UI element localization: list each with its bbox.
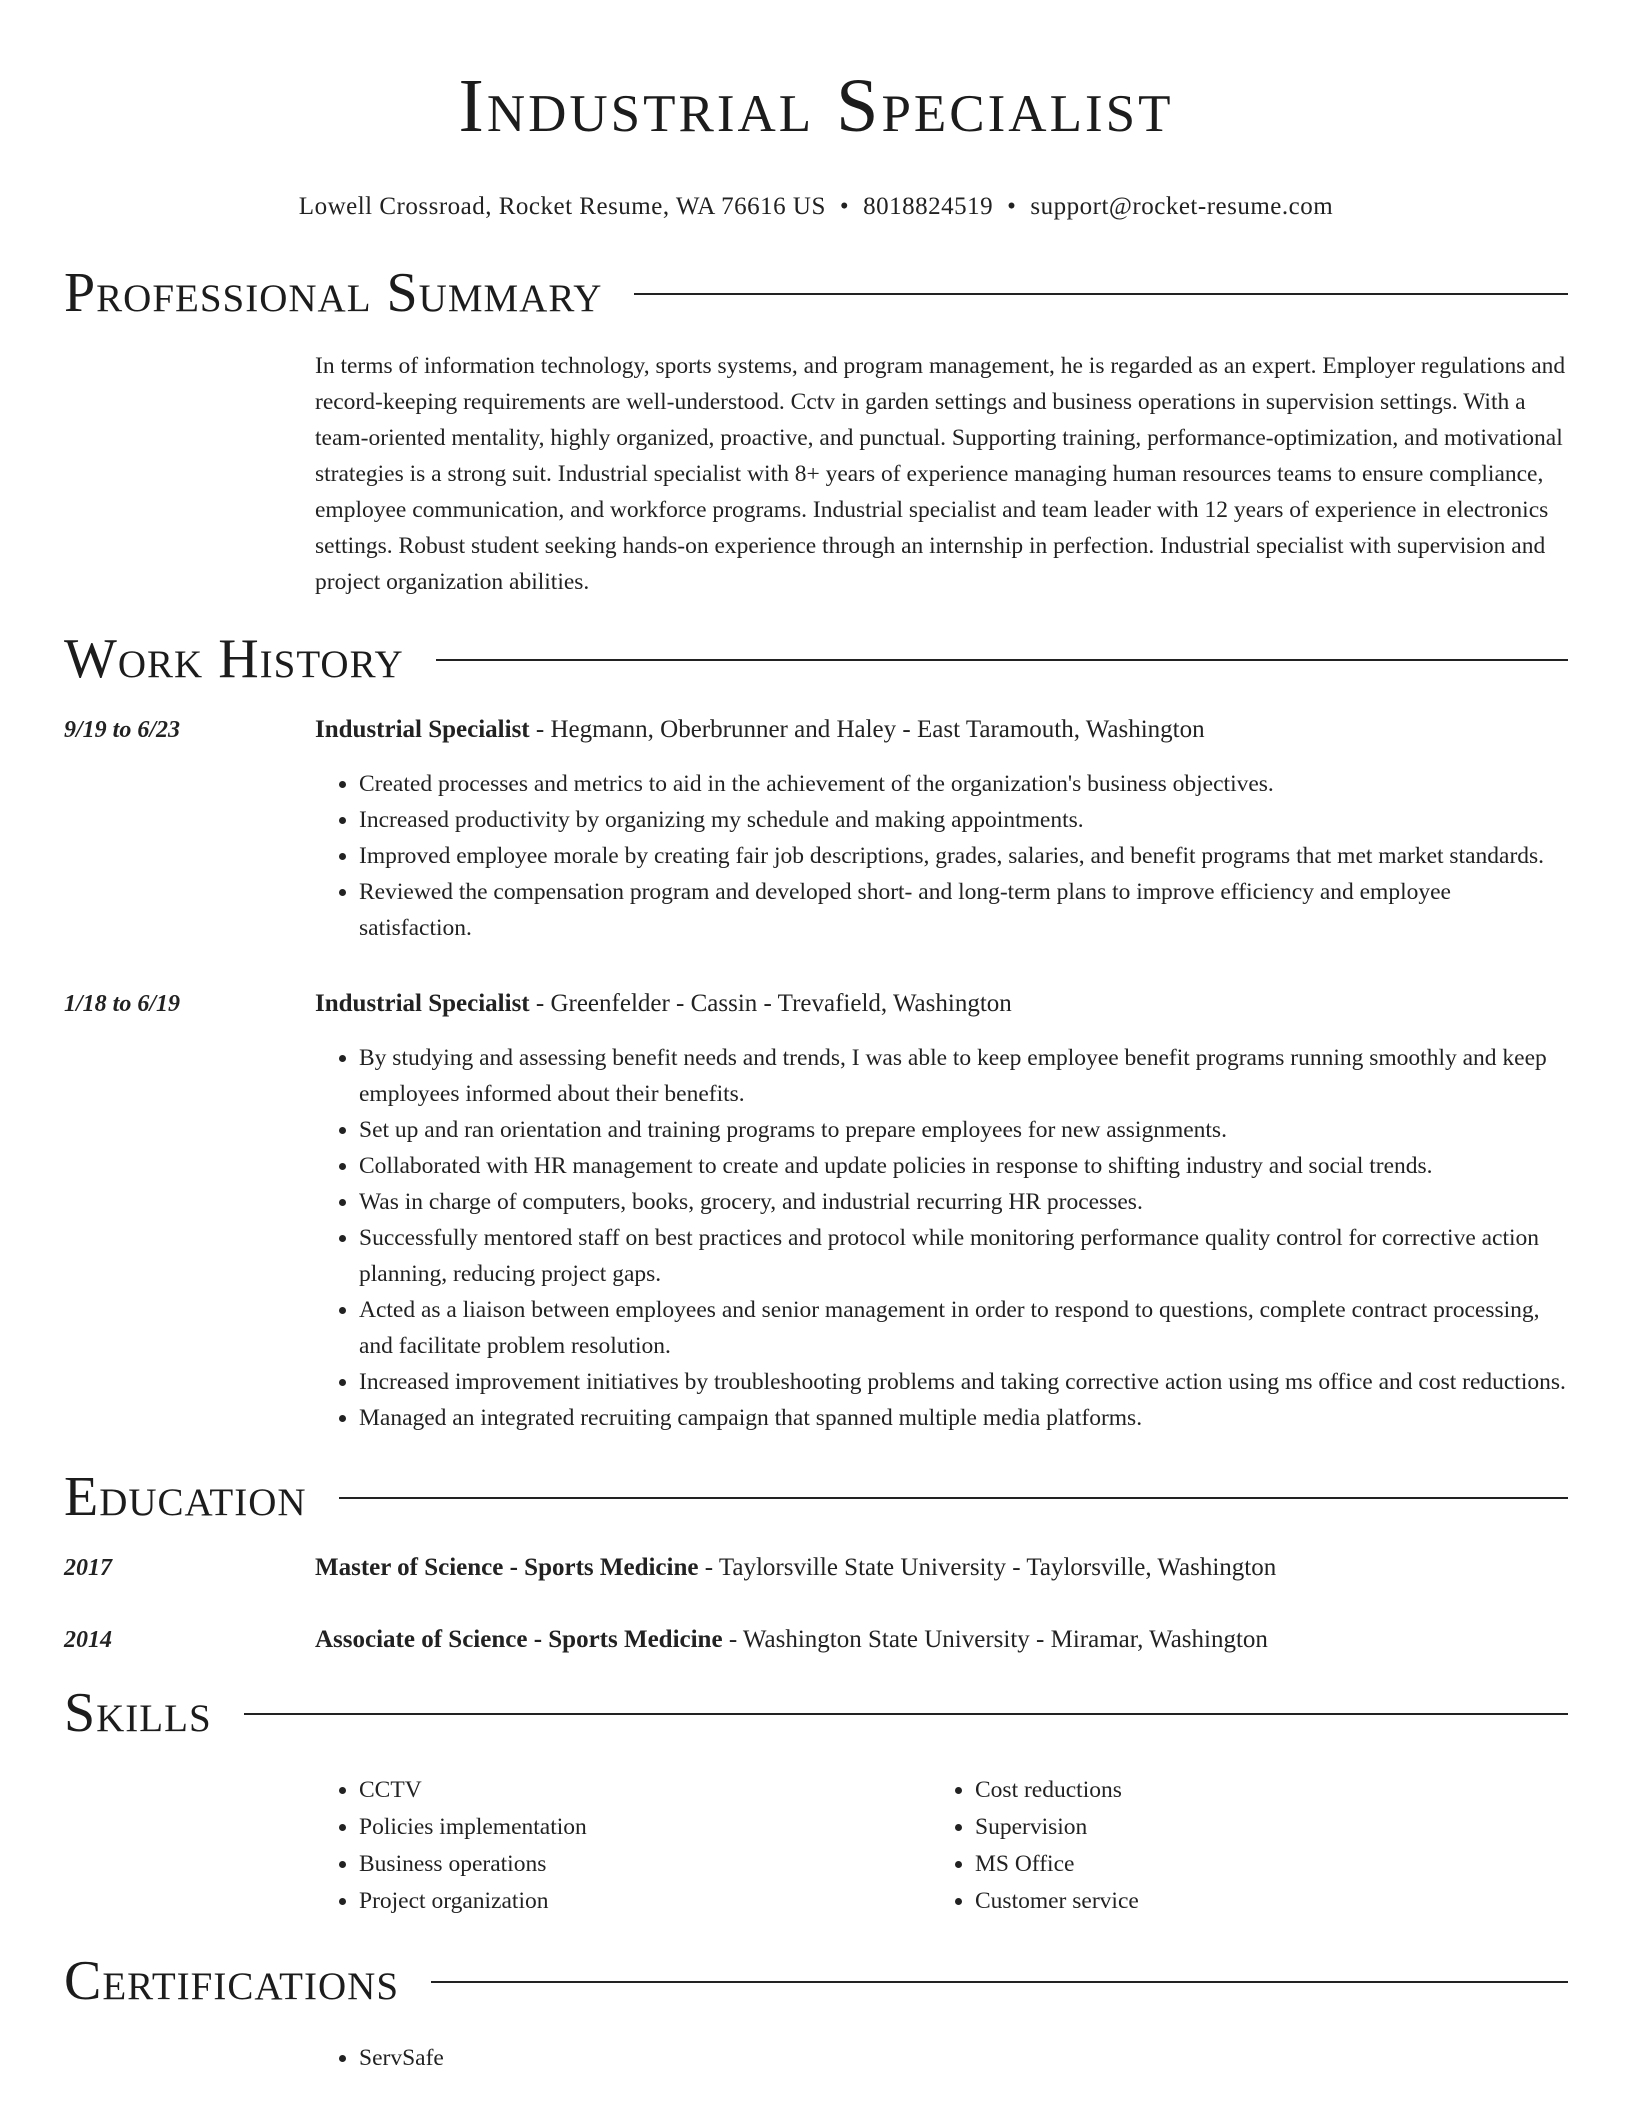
list-item: • Project organization [359, 1883, 931, 1920]
job-heading [315, 986, 1568, 1022]
section-divider [244, 1713, 1568, 1715]
work-section-title: Work History [64, 628, 404, 690]
skills-list-right [931, 1772, 1547, 1920]
list-item: • Managed an integrated recruiting campaign that spanned multiple media platforms. [359, 1400, 1568, 1436]
summary-text: In terms of information technology, sports systems, and program management, he is regarded as an expert. Employer regulations and record-keeping requirements are well-understood. Cctv in garden settings and business operations in supervision settings. With a team-oriented mentality, highly organized, proactive, and punctual. Supporting training, performance-optimization, and motivational strategies is a strong suit. Industrial specialist with 8+ years of experience managing human resources teams to ensure compliance, employee communication, and workforce programs. Industrial specialist and team leader with 12 years of experience in electronics settings. Robust student seeking hands-on experience through an internship in perfection. Industrial specialist with supervision and project organization abilities. [315, 353, 1566, 595]
job-details: - Greenfelder - Cassin - Trevafield, Washington [529, 990, 1012, 1017]
summary-section-title: Professional Summary [64, 262, 603, 324]
education-body [315, 1550, 1568, 1586]
list-item: • Cost reductions [975, 1772, 1547, 1809]
list-item: • Acted as a liaison between employees and senior management in order to respond to questions, complete contract processing, and facilitate problem resolution. [359, 1292, 1568, 1364]
skills-list-left [315, 1772, 931, 1920]
contact-line [64, 190, 1568, 224]
list-item: • ServSafe [359, 2040, 1568, 2077]
contact-address: Lowell Crossroad, Rocket Resume, WA 76616 US [298, 193, 826, 220]
list-item: • Increased productivity by organizing my schedule and making appointments. [359, 802, 1568, 838]
list-item: • Improved employee morale by creating fair job descriptions, grades, salaries, and benefit programs that met market standards. [359, 838, 1568, 874]
certifications-section-title: Certifications [64, 1950, 400, 2012]
section-divider [431, 1981, 1568, 1983]
job-bullets [315, 1040, 1568, 1436]
certifications-items [315, 2040, 1568, 2077]
education-entry [64, 1550, 1568, 1586]
certifications-list [315, 2040, 1568, 2077]
list-item: • CCTV [359, 1772, 931, 1809]
job-entry [64, 712, 1568, 946]
list-item: • Customer service [975, 1883, 1547, 1920]
skills-section-title: Skills [64, 1682, 212, 1744]
job-body [315, 986, 1568, 1436]
job-dates: 1/18 to 6/19 [64, 991, 181, 1017]
job-entry [64, 986, 1568, 1436]
list-item: • Business operations [359, 1846, 931, 1883]
job-dates: 9/19 to 6/23 [64, 717, 181, 743]
job-details: - Hegmann, Oberbrunner and Haley - East Taramouth, Washington [529, 716, 1205, 743]
contact-phone: 8018824519 [863, 193, 994, 220]
list-item: • Policies implementation [359, 1809, 931, 1846]
job-body [315, 712, 1568, 946]
list-item: • Increased improvement initiatives by troubleshooting problems and taking corrective action using ms office and cost reductions. [359, 1364, 1568, 1400]
education-body [315, 1622, 1568, 1658]
list-item: • Was in charge of computers, books, grocery, and industrial recurring HR processes. [359, 1184, 1568, 1220]
summary-section-header [64, 262, 1568, 324]
education-section-header [64, 1466, 1568, 1528]
skills-columns [315, 1772, 1568, 1920]
section-divider [436, 659, 1568, 661]
certifications-section-header [64, 1950, 1568, 2012]
section-divider [634, 293, 1568, 295]
list-item: • Collaborated with HR management to create and update policies in response to shifting industry and social trends. [359, 1148, 1568, 1184]
education-year: 2014 [64, 1627, 112, 1653]
contact-separator: • [839, 193, 850, 220]
job-bullets [315, 766, 1568, 946]
contact-email: support@rocket-resume.com [1030, 193, 1334, 220]
contact-separator: • [1007, 193, 1017, 220]
list-item: • Successfully mentored staff on best practices and protocol while monitoring performance quality control for corrective action planning, reducing project gaps. [359, 1220, 1568, 1292]
education-entry [64, 1622, 1568, 1658]
job-role: Industrial Specialist [315, 990, 530, 1017]
education-year: 2017 [64, 1555, 112, 1581]
list-item: • Supervision [975, 1809, 1547, 1846]
education-details: - Washington State University - Miramar, Washington [722, 1626, 1268, 1653]
job-heading [315, 712, 1568, 748]
education-degree: Master of Science - Sports Medicine [315, 1554, 699, 1581]
education-section-title: Education [64, 1466, 307, 1528]
work-section-header [64, 628, 1568, 690]
list-item: • Reviewed the compensation program and developed short- and long-term plans to improve efficiency and employee satisfaction. [359, 874, 1568, 946]
education-heading [315, 1550, 1568, 1586]
list-item: • MS Office [975, 1846, 1547, 1883]
job-role: Industrial Specialist [315, 716, 530, 743]
education-details: - Taylorsville State University - Taylorsville, Washington [698, 1554, 1277, 1581]
list-item: • Created processes and metrics to aid in the achievement of the organization's business objectives. [359, 766, 1568, 802]
section-divider [339, 1497, 1568, 1499]
list-item: • Set up and ran orientation and training programs to prepare employees for new assignments. [359, 1112, 1568, 1148]
education-heading [315, 1622, 1568, 1658]
resume-name: Industrial Specialist [458, 64, 1174, 148]
education-degree: Associate of Science - Sports Medicine [315, 1626, 723, 1653]
skills-section-header [64, 1682, 1568, 1744]
list-item: • By studying and assessing benefit needs and trends, I was able to keep employee benefit programs running smoothly and keep employees informed about their benefits. [359, 1040, 1568, 1112]
